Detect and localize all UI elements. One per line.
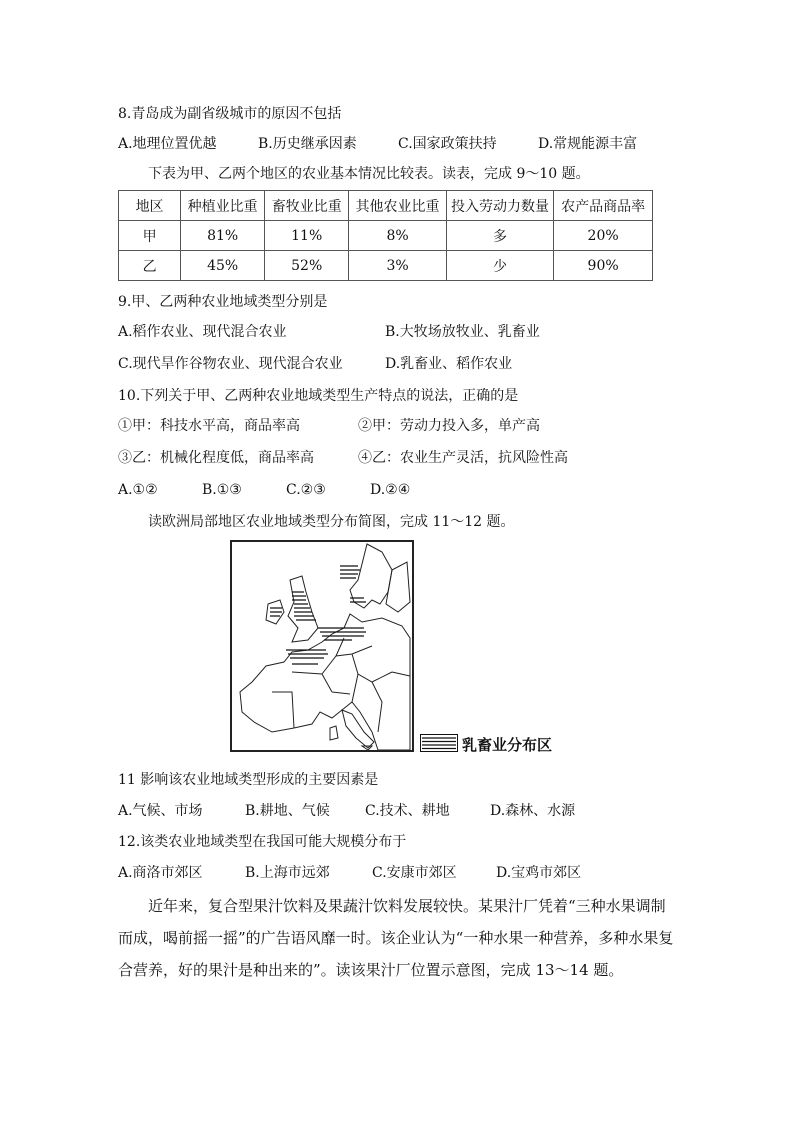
- table-cell: 45%: [181, 251, 265, 281]
- q11-option-d: D.森林、水源: [490, 803, 576, 819]
- table-header-cell: 地区: [119, 191, 181, 221]
- q10-option-b: B.①③: [202, 482, 242, 498]
- finland-outline: [386, 562, 410, 612]
- europe-map-drawing: [232, 542, 412, 750]
- q12-option-b: B.上海市远郊: [245, 865, 330, 881]
- table-cell: 多: [446, 221, 553, 251]
- map-intro: 读欧洲局部地区农业地域类型分布简图，完成 11～12 题。: [148, 514, 515, 530]
- q12-option-a: A.商洛市郊区: [118, 865, 203, 881]
- q11-option-a: A.气候、市场: [118, 803, 203, 819]
- table-cell: 20%: [554, 221, 653, 251]
- q10-option-d: D.②④: [370, 482, 411, 498]
- agriculture-table: [118, 190, 653, 281]
- table-header-cell: 其他农业比重: [349, 191, 447, 221]
- q10-statement-1: ①甲：科技水平高，商品率高: [118, 418, 300, 434]
- table-cell: 少: [446, 251, 553, 281]
- table-cell: 11%: [265, 221, 349, 251]
- table-row: [119, 251, 653, 281]
- table-header-cell: 农产品商品率: [554, 191, 653, 221]
- q8-option-a: A.地理位置优越: [118, 136, 217, 152]
- q9-option-d: D.乳畜业、稻作农业: [385, 356, 513, 372]
- table-intro: 下表为甲、乙两个地区的农业基本情况比较表。读表，完成 9～10 题。: [148, 166, 590, 182]
- table-cell: 乙: [119, 251, 181, 281]
- continent-outline: [240, 614, 410, 750]
- table-cell: 3%: [349, 251, 447, 281]
- q11-option-c: C.技术、耕地: [365, 803, 450, 819]
- q8-option-d: D.常规能源丰富: [538, 136, 638, 152]
- q10-stem: 10.下列关于甲、乙两种农业地域类型生产特点的说法，正确的是: [118, 388, 519, 404]
- islands-outline: [330, 726, 372, 750]
- q9-option-a: A.稻作农业、现代混合农业: [118, 324, 287, 340]
- fruit-juice-paragraph: 近年来，复合型果汁饮料及果蔬汁饮料发展较快。某果汁厂凭着“三种水果调制而成，喝前摇一摇”的广告语风靡一时。该企业认为“一种水果一种营养，多种水果复合营养，好的果汁是种出来的”。读该果汁厂位置示意图，完成 13～14 题。: [118, 897, 674, 979]
- q10-statement-3: ③乙：机械化程度低，商品率高: [118, 450, 314, 466]
- q8-option-b: B.历史继承因素: [258, 136, 357, 152]
- table-header-cell: 投入劳动力数量: [446, 191, 553, 221]
- table-cell: 81%: [181, 221, 265, 251]
- q9-option-c: C.现代旱作谷物农业、现代混合农业: [118, 356, 343, 372]
- table-cell: 52%: [265, 251, 349, 281]
- q12-option-d: D.宝鸡市郊区: [496, 865, 582, 881]
- q10-option-a: A.①②: [118, 482, 158, 498]
- dairy-legend-swatch: [420, 734, 458, 752]
- table-row: [119, 221, 653, 251]
- table-cell: 8%: [349, 221, 447, 251]
- italy-outline: [342, 710, 374, 748]
- q10-statement-2: ②甲：劳动力投入多，单产高: [358, 418, 540, 434]
- table-cell: 甲: [119, 221, 181, 251]
- table-header-cell: 种植业比重: [181, 191, 265, 221]
- q9-option-b: B.大牧场放牧业、乳畜业: [385, 324, 540, 340]
- great-britain-outline: [288, 576, 318, 642]
- q12-option-c: C.安康市郊区: [372, 865, 457, 881]
- q10-statement-4: ④乙：农业生产灵活，抗风险性高: [358, 450, 568, 466]
- q11-stem: 11 影响该农业地域类型形成的主要因素是: [118, 772, 379, 788]
- table-header-cell: 畜牧业比重: [265, 191, 349, 221]
- dairy-legend-label: 乳畜业分布区: [462, 736, 553, 754]
- q8-stem: 8.青岛成为副省级城市的原因不包括: [118, 106, 342, 122]
- q8-option-c: C.国家政策扶持: [398, 136, 497, 152]
- table-header-row: [119, 191, 653, 221]
- q11-option-b: B.耕地、气候: [245, 803, 330, 819]
- table-cell: 90%: [554, 251, 653, 281]
- q12-stem: 12.该类农业地域类型在我国可能大规模分布于: [118, 834, 407, 850]
- q10-option-c: C.②③: [286, 482, 326, 498]
- q9-stem: 9.甲、乙两种农业地域类型分别是: [118, 294, 328, 310]
- europe-agriculture-map: [230, 540, 414, 752]
